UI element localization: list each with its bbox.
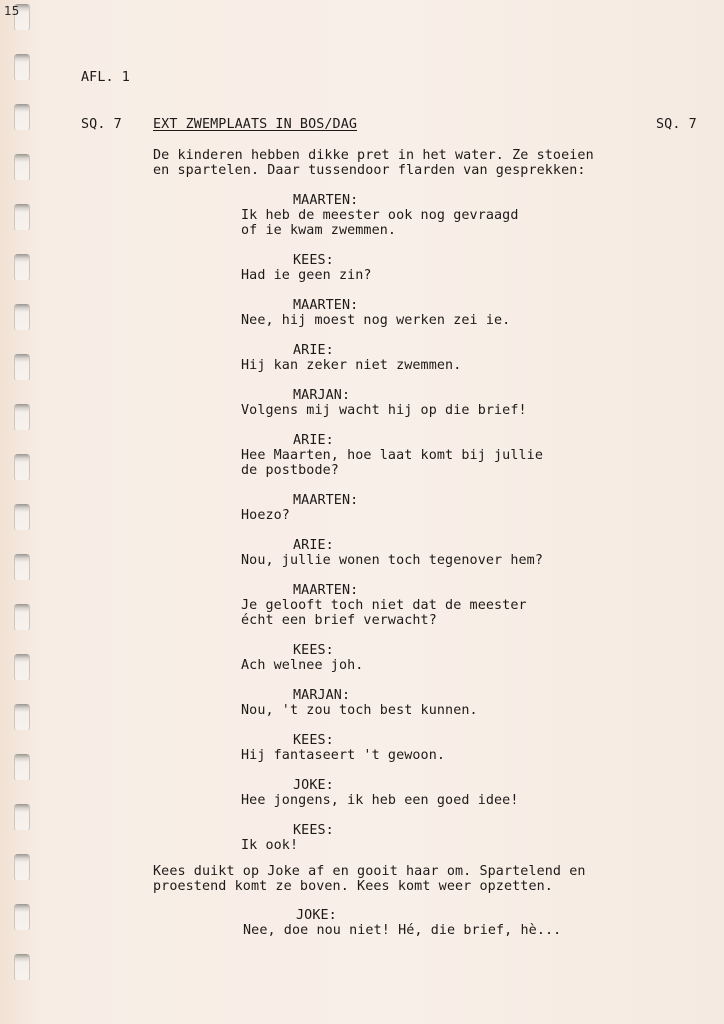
binding-hole bbox=[14, 604, 30, 630]
dialogue-line: Nou, jullie wonen toch tegenover hem? bbox=[241, 553, 543, 568]
binding-hole bbox=[14, 754, 30, 780]
binding-hole bbox=[14, 904, 30, 930]
binding-hole bbox=[14, 804, 30, 830]
character-name: KEES: bbox=[293, 253, 334, 268]
dialogue-line: Ik heb de meester ook nog gevraagd bbox=[241, 208, 519, 223]
character-name: KEES: bbox=[293, 643, 334, 658]
binding-hole bbox=[14, 704, 30, 730]
dialogue-line: Had ie geen zin? bbox=[241, 268, 372, 283]
binding-hole bbox=[14, 254, 30, 280]
character-name: MARJAN: bbox=[293, 388, 351, 403]
character-name: ARIE: bbox=[293, 433, 334, 448]
dialogue-line: Ach welnee joh. bbox=[241, 658, 364, 673]
dialogue-line: Hoezo? bbox=[241, 508, 290, 523]
character-name: ARIE: bbox=[293, 538, 334, 553]
binding-hole bbox=[14, 854, 30, 880]
character-name: MAARTEN: bbox=[293, 493, 359, 508]
action-line: proestend komt ze boven. Kees komt weer opzetten. bbox=[153, 879, 553, 894]
action-line: Kees duikt op Joke af en gooit haar om. Spartelend en bbox=[153, 864, 586, 879]
action-line: De kinderen hebben dikke pret in het water. Ze stoeien bbox=[153, 148, 594, 163]
dialogue-line: Hee Maarten, hoe laat komt bij jullie bbox=[241, 448, 543, 463]
character-name: KEES: bbox=[293, 823, 334, 838]
binding-hole bbox=[14, 154, 30, 180]
character-name: KEES: bbox=[293, 733, 334, 748]
episode-label: AFL. 1 bbox=[81, 70, 130, 85]
character-name: JOKE: bbox=[296, 908, 337, 923]
dialogue-line: Ik ook! bbox=[241, 838, 299, 853]
dialogue-line: Nee, hij moest nog werken zei ie. bbox=[241, 313, 511, 328]
dialogue-line: écht een brief verwacht? bbox=[241, 613, 437, 628]
dialogue-line: of ie kwam zwemmen. bbox=[241, 223, 397, 238]
binding-hole bbox=[14, 304, 30, 330]
action-line: en spartelen. Daar tussendoor flarden van gesprekken: bbox=[153, 163, 586, 178]
binding-hole bbox=[14, 54, 30, 80]
dialogue-line: Volgens mij wacht hij op die brief! bbox=[241, 403, 527, 418]
dialogue-line: Hij kan zeker niet zwemmen. bbox=[241, 358, 462, 373]
character-name: MARJAN: bbox=[293, 688, 351, 703]
binding-hole bbox=[14, 454, 30, 480]
binding-hole bbox=[14, 654, 30, 680]
character-name: ARIE: bbox=[293, 343, 334, 358]
character-name: MAARTEN: bbox=[293, 298, 359, 313]
character-name: MAARTEN: bbox=[293, 193, 359, 208]
binding-holes bbox=[8, 0, 38, 1024]
binding-hole bbox=[14, 404, 30, 430]
binding-hole bbox=[14, 954, 30, 980]
scene-heading: EXT ZWEMPLAATS IN BOS/DAG bbox=[153, 117, 358, 132]
dialogue-line: Nou, 't zou toch best kunnen. bbox=[241, 703, 478, 718]
dialogue-line: Hee jongens, ik heb een goed idee! bbox=[241, 793, 519, 808]
binding-hole bbox=[14, 104, 30, 130]
dialogue-line: Je gelooft toch niet dat de meester bbox=[241, 598, 527, 613]
dialogue-line: Hij fantaseert 't gewoon. bbox=[241, 748, 446, 763]
dialogue-line: de postbode? bbox=[241, 463, 339, 478]
character-name: JOKE: bbox=[293, 778, 334, 793]
binding-hole bbox=[14, 204, 30, 230]
dialogue-line: Nee, doe nou niet! Hé, die brief, hè... bbox=[243, 923, 562, 938]
binding-hole bbox=[14, 504, 30, 530]
page-number: 15 bbox=[4, 4, 20, 18]
sequence-label-left: SQ. 7 bbox=[81, 117, 122, 132]
binding-hole bbox=[14, 354, 30, 380]
character-name: MAARTEN: bbox=[293, 583, 359, 598]
sequence-label-right: SQ. 7 bbox=[656, 117, 697, 132]
binding-hole bbox=[14, 554, 30, 580]
